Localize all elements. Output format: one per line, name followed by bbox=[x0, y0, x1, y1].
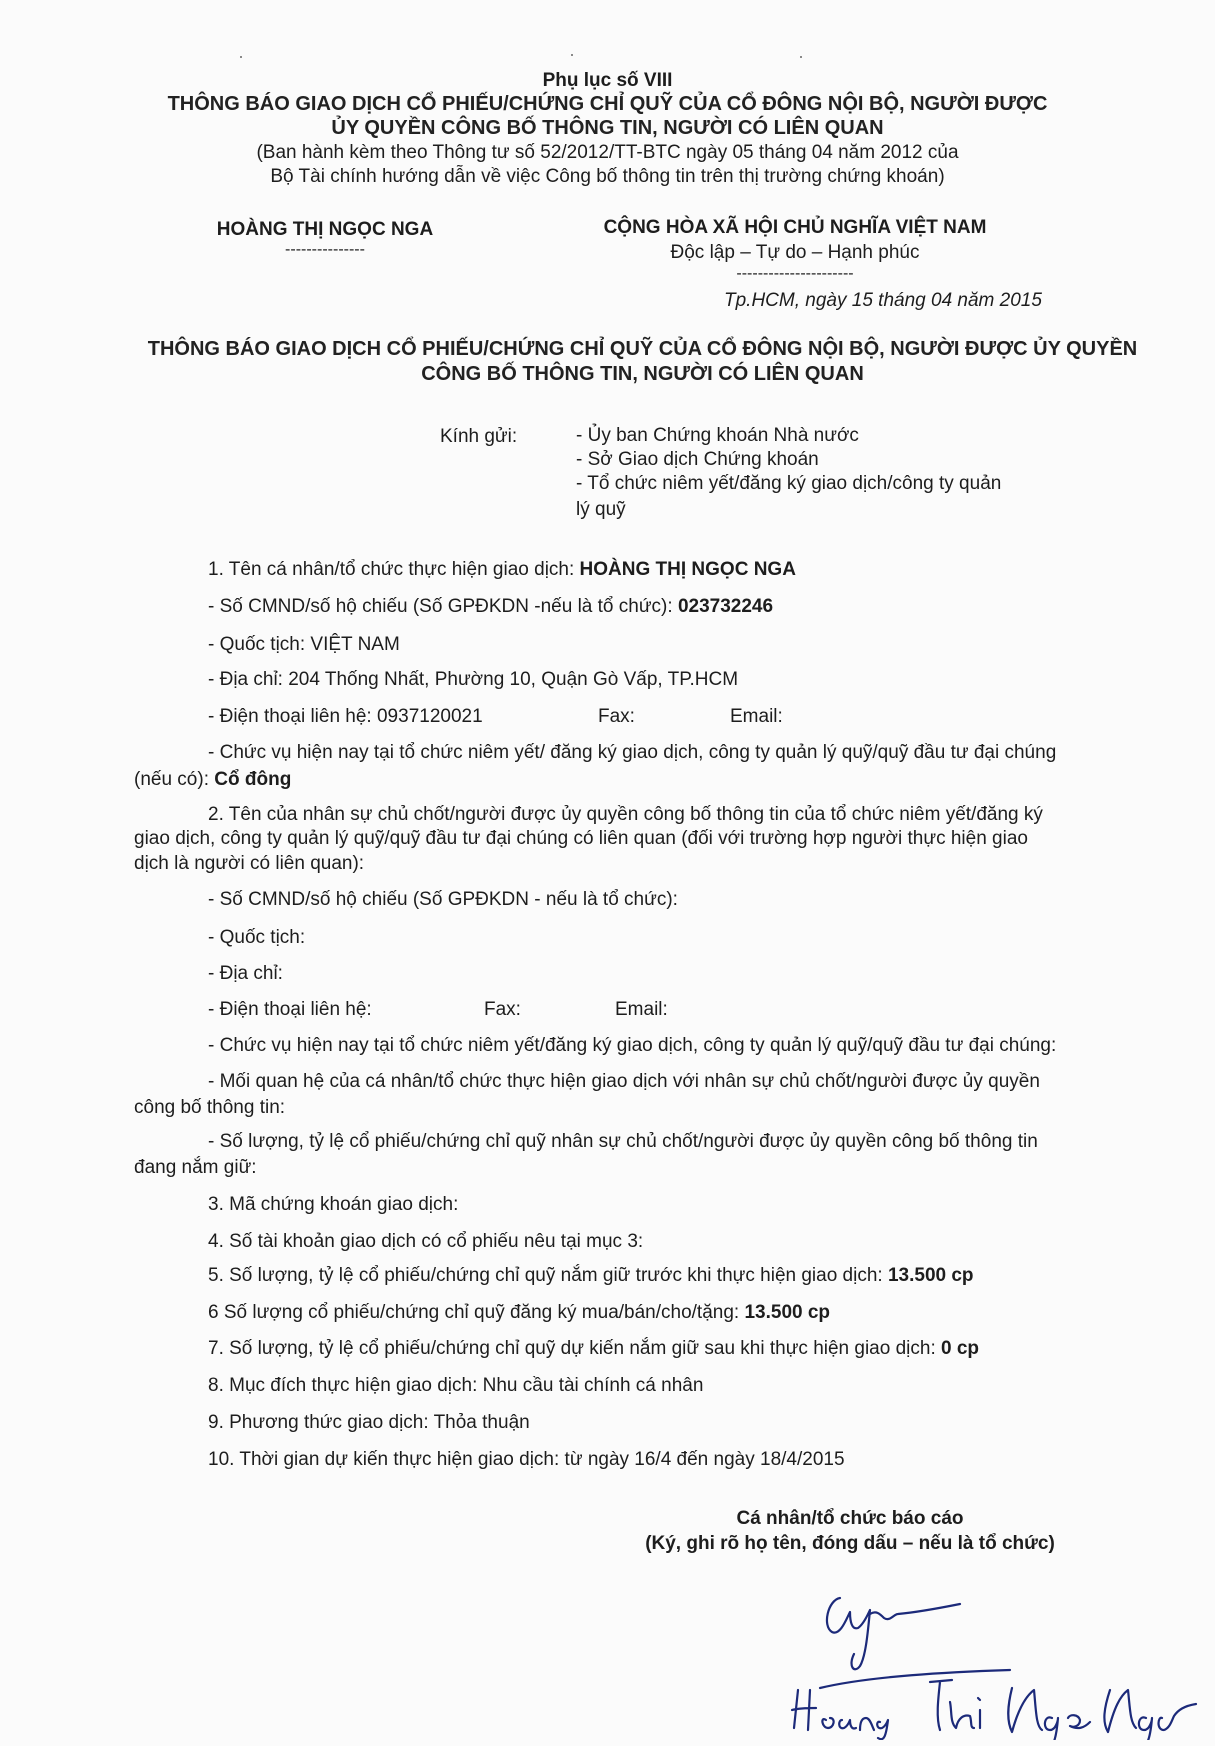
s1-address: - Địa chỉ: 204 Thống Nhất, Phường 10, Quận Gò Vấp, TP.HCM bbox=[208, 669, 739, 690]
recipient-item: - Sở Giao dịch Chứng khoán bbox=[576, 449, 819, 470]
national-motto: Độc lập – Tự do – Hạnh phúc bbox=[670, 242, 920, 263]
document-title-line1: THÔNG BÁO GIAO DỊCH CỔ PHIẾU/CHỨNG CHỈ QUỸ CỦA CỔ ĐÔNG NỘI BỘ, NGƯỜI ĐƯỢC ỦY QUYỀN bbox=[147, 338, 1138, 360]
s2-position: - Chức vụ hiện nay tại tổ chức niêm yết/đăng ký giao dịch, công ty quản lý quỹ/quỹ đầu tư đại chúng: bbox=[208, 1035, 1057, 1056]
motto-rule: ---------------------- bbox=[736, 265, 854, 282]
s1-id-row bbox=[208, 596, 773, 618]
item-3: 3. Mã chứng khoán giao dịch: bbox=[208, 1194, 459, 1215]
s2-email: Email: bbox=[615, 999, 668, 1020]
s1-phone: - Điện thoại liên hệ: 0937120021 bbox=[208, 706, 483, 727]
recipients-label: Kính gửi: bbox=[440, 426, 518, 447]
s2-phone: - Điện thoại liên hệ: bbox=[208, 999, 372, 1020]
s2-fax: Fax: bbox=[484, 999, 521, 1020]
appendix-note-line2: Bộ Tài chính hướng dẫn về việc Công bố thông tin trên thị trường chứng khoán) bbox=[270, 166, 945, 187]
s2-holding-line2: đang nắm giữ: bbox=[134, 1157, 257, 1178]
s2-relation-line1: - Mối quan hệ của cá nhân/tổ chức thực hiện giao dịch với nhân sự chủ chốt/người được ủy quyền bbox=[208, 1071, 1040, 1092]
item-5-label: 5. Số lượng, tỷ lệ cổ phiếu/chứng chỉ quỹ nắm giữ trước khi thực hiện giao dịch: bbox=[208, 1265, 888, 1286]
s2-nationality: - Quốc tịch: bbox=[208, 927, 306, 948]
item-4: 4. Số tài khoản giao dịch có cổ phiếu nêu tại mục 3: bbox=[208, 1231, 644, 1252]
scan-speck bbox=[240, 56, 242, 58]
item-7-label: 7. Số lượng, tỷ lệ cổ phiếu/chứng chỉ quỹ dự kiến nắm giữ sau khi thực hiện giao dịch: bbox=[208, 1338, 942, 1359]
item-5-value: 13.500 cp bbox=[887, 1265, 974, 1286]
s2-relation-line2: công bố thông tin: bbox=[134, 1097, 286, 1118]
appendix-note-line1: (Ban hành kèm theo Thông tư số 52/2012/TT-BTC ngày 05 tháng 04 năm 2012 của bbox=[256, 142, 959, 163]
s2-address: - Địa chỉ: bbox=[208, 963, 283, 984]
appendix-title-line1: THÔNG BÁO GIAO DỊCH CỔ PHIẾU/CHỨNG CHỈ QUỸ CỦA CỔ ĐÔNG NỘI BỘ, NGƯỜI ĐƯỢC bbox=[167, 93, 1048, 115]
s2-intro-line1: 2. Tên của nhân sự chủ chốt/người được ủy quyền công bố thông tin của tổ chức niêm yết/đăng ký bbox=[208, 804, 1043, 825]
recipient-item-wrap: lý quỹ bbox=[576, 499, 626, 520]
s1-id-label: - Số CMND/số hộ chiếu (Số GPĐKDN -nếu là tổ chức): bbox=[208, 596, 678, 617]
country-name: CỘNG HÒA XÃ HỘI CHỦ NGHĨA VIỆT NAM bbox=[603, 217, 987, 238]
s1-name-row bbox=[208, 559, 796, 581]
appendix-number: Phụ lục số VIII bbox=[542, 70, 673, 91]
appendix-title-line2: ỦY QUYỀN CÔNG BỐ THÔNG TIN, NGƯỜI CÓ LIÊN QUAN bbox=[331, 117, 884, 139]
sender-name: HOÀNG THỊ NGỌC NGA bbox=[216, 219, 434, 240]
s1-fax: Fax: bbox=[598, 706, 635, 727]
item-7 bbox=[208, 1338, 979, 1360]
item-5 bbox=[208, 1265, 974, 1287]
item-8: 8. Mục đích thực hiện giao dịch: Nhu cầu tài chính cá nhân bbox=[208, 1375, 704, 1396]
s1-email: Email: bbox=[730, 706, 783, 727]
s2-id: - Số CMND/số hộ chiếu (Số GPĐKDN - nếu là tổ chức): bbox=[208, 889, 678, 910]
item-10: 10. Thời gian dự kiến thực hiện giao dịch: từ ngày 16/4 đến ngày 18/4/2015 bbox=[208, 1449, 845, 1470]
signature-note: (Ký, ghi rõ họ tên, đóng dấu – nếu là tổ chức) bbox=[645, 1533, 1055, 1554]
item-6-label: 6 Số lượng cổ phiếu/chứng chỉ quỹ đăng ký mua/bán/cho/tặng: bbox=[208, 1302, 745, 1323]
s2-intro-line2: giao dịch, công ty quản lý quỹ/quỹ đầu tư đại chúng có liên quan (đối với trường hợp người thực hiện giao bbox=[134, 828, 1028, 849]
s1-position-value: Cổ đông bbox=[214, 769, 292, 790]
scan-speck bbox=[571, 54, 573, 56]
scan-speck bbox=[800, 56, 802, 58]
item-6 bbox=[208, 1302, 830, 1324]
recipient-item: - Tổ chức niêm yết/đăng ký giao dịch/công ty quản bbox=[576, 473, 1002, 494]
s1-id-value: 023732246 bbox=[677, 596, 774, 617]
s2-intro-line3: dịch là người có liên quan): bbox=[134, 853, 365, 874]
s1-name-label: 1. Tên cá nhân/tổ chức thực hiện giao dịch: bbox=[208, 559, 580, 580]
recipient-item: - Ủy ban Chứng khoán Nhà nước bbox=[576, 425, 859, 446]
s1-position-line1: - Chức vụ hiện nay tại tổ chức niêm yết/ đăng ký giao dịch, công ty quản lý quỹ/quỹ đầu tư đại chúng bbox=[208, 742, 1057, 763]
item-6-value: 13.500 cp bbox=[744, 1302, 831, 1323]
item-9: 9. Phương thức giao dịch: Thỏa thuận bbox=[208, 1412, 530, 1433]
s2-holding-line1: - Số lượng, tỷ lệ cổ phiếu/chứng chỉ quỹ nhân sự chủ chốt/người được ủy quyền công bố thông tin bbox=[208, 1131, 1038, 1152]
place-date: Tp.HCM, ngày 15 tháng 04 năm 2015 bbox=[724, 290, 1042, 311]
sender-rule: --------------- bbox=[285, 241, 365, 258]
item-7-value: 0 cp bbox=[941, 1338, 980, 1359]
s1-position-prefix: (nếu có): bbox=[134, 769, 215, 790]
handwritten-signature bbox=[780, 1570, 1200, 1740]
document-title-line2: CÔNG BỐ THÔNG TIN, NGƯỜI CÓ LIÊN QUAN bbox=[421, 363, 864, 385]
s1-position-line2 bbox=[134, 769, 291, 791]
s1-name-value: HOÀNG THỊ NGỌC NGA bbox=[579, 559, 796, 580]
signature-title: Cá nhân/tổ chức báo cáo bbox=[736, 1508, 964, 1529]
s1-nationality: - Quốc tịch: VIỆT NAM bbox=[208, 634, 400, 655]
